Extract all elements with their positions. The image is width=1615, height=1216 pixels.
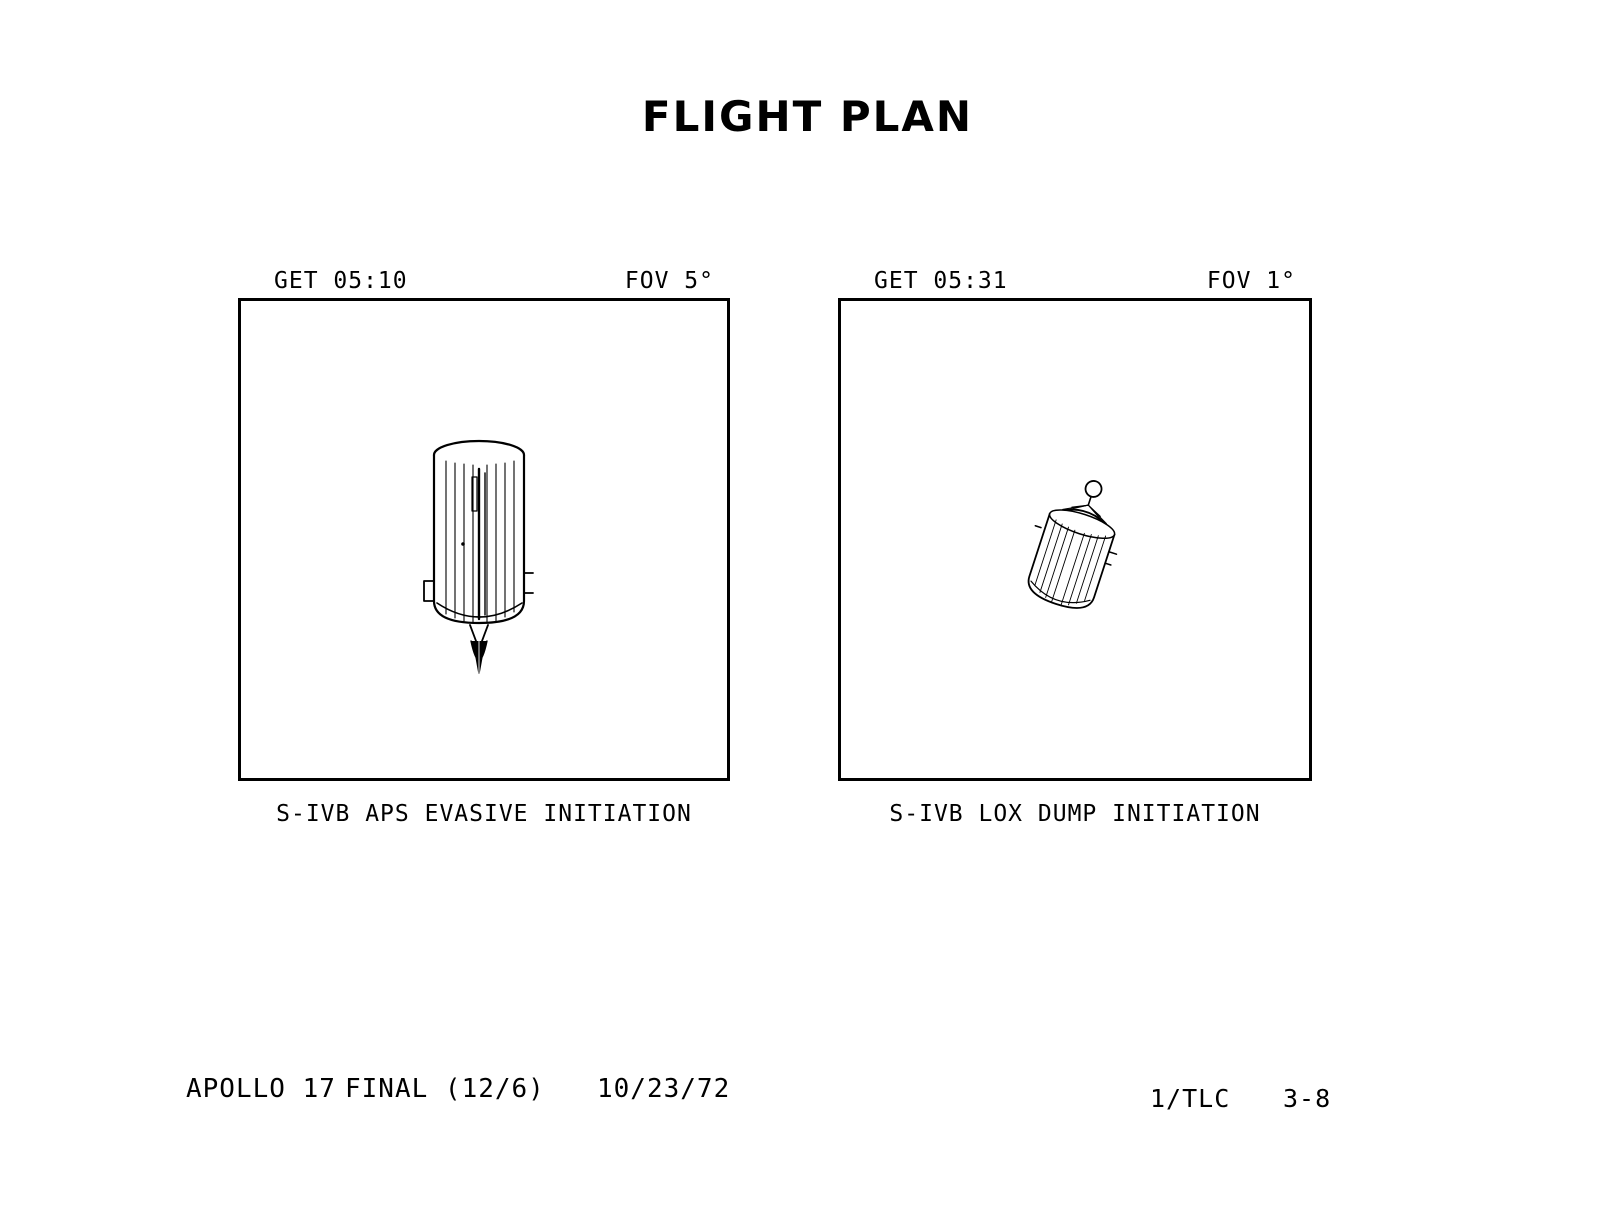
fov-label-left: FOV 5° bbox=[624, 268, 714, 294]
panel-header-right bbox=[838, 268, 1312, 298]
get-time-label-left: GET 05:10 bbox=[274, 268, 408, 294]
page-footer bbox=[0, 1074, 1615, 1114]
footer-page-number: 3-8 bbox=[1283, 1084, 1332, 1113]
footer-revision: FINAL (12/6) bbox=[345, 1074, 545, 1104]
page-title: FLIGHT PLAN bbox=[641, 92, 974, 141]
get-time-label-right: GET 05:31 bbox=[874, 268, 1008, 294]
panel-caption-right: S-IVB LOX DUMP INITIATION bbox=[889, 801, 1261, 827]
panel-header-left bbox=[238, 268, 730, 298]
s-ivb-lox-dump-illustration bbox=[841, 301, 1309, 778]
fov-label-right: FOV 1° bbox=[1206, 268, 1296, 294]
footer-mission: APOLLO 17 bbox=[186, 1074, 336, 1104]
panel-s-ivb-lox-dump bbox=[838, 268, 1312, 827]
s-ivb-stage-illustration bbox=[241, 301, 727, 778]
panel-caption-left: S-IVB APS EVASIVE INITIATION bbox=[276, 801, 692, 827]
view-box-left bbox=[238, 298, 730, 781]
view-box-right bbox=[838, 298, 1312, 781]
footer-date: 10/23/72 bbox=[597, 1074, 731, 1104]
panel-s-ivb-aps-evasive bbox=[238, 268, 730, 827]
footer-section: 1/TLC bbox=[1150, 1084, 1231, 1113]
